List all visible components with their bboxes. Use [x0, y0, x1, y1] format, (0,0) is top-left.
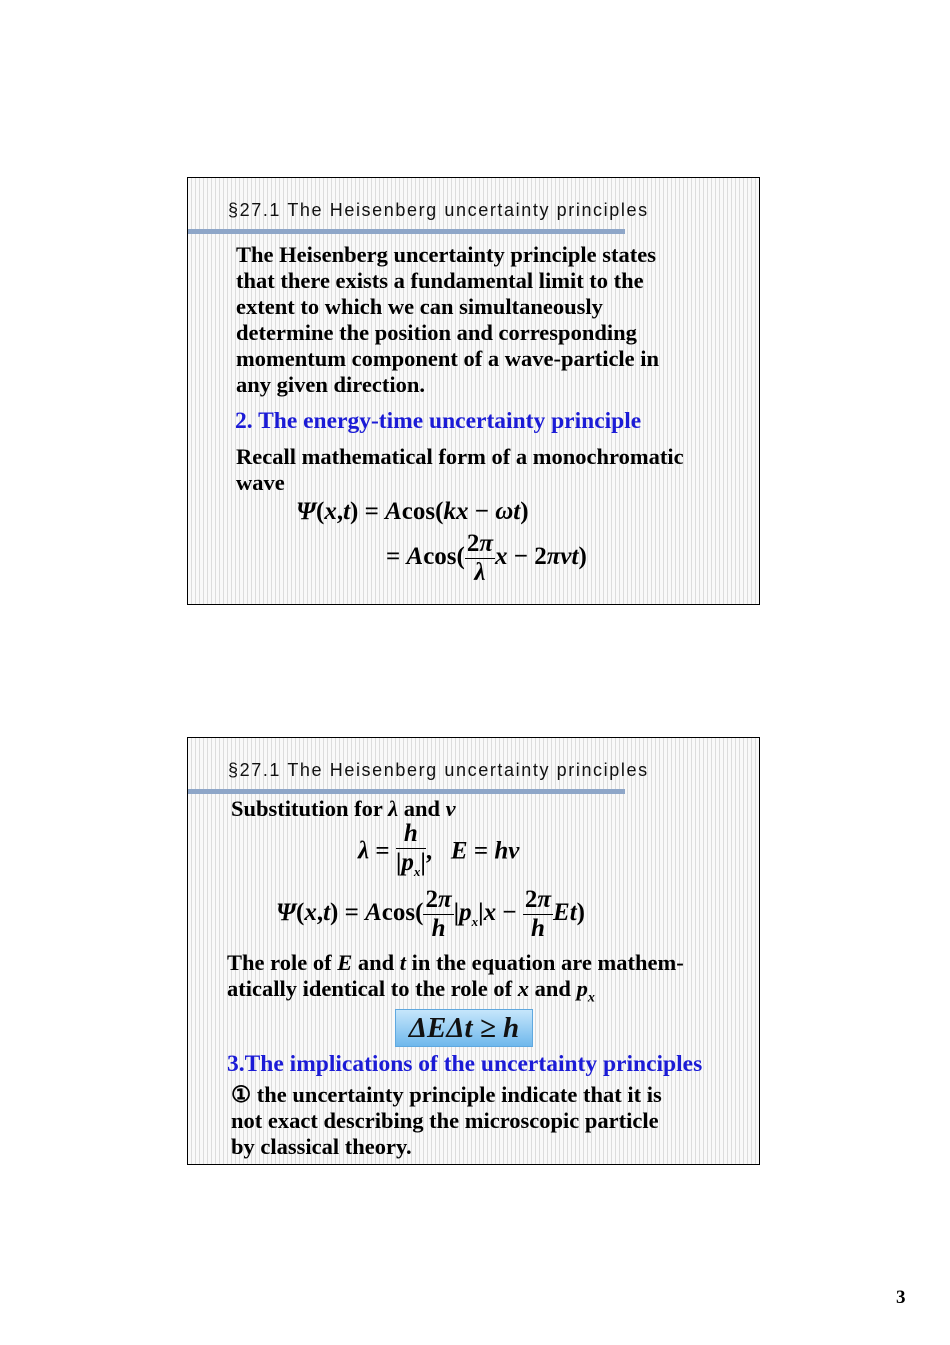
fraction: $\frac{2\pi}{\lambda}$ [466, 530, 493, 586]
fraction: $\frac{2\pi}{h}$ [425, 886, 452, 942]
statement-line: any given direction. [236, 372, 425, 397]
fraction: $\frac{2\pi}{h}$ [524, 886, 552, 942]
role-line-1: The role of E and t in the equation are mathem- [227, 950, 684, 975]
implication-line: by classical theory. [231, 1134, 412, 1159]
slide-header: §27.1 The Heisenberg uncertainty principles [228, 760, 649, 780]
statement-line: that there exists a fundamental limit to the [236, 268, 644, 293]
substitution-prefix: Substitution for [231, 796, 383, 821]
principle-statement [236, 242, 659, 398]
slide-header: §27.1 The Heisenberg uncertainty principles [228, 200, 649, 220]
implication-line: not exact describing the microscopic particle [231, 1108, 659, 1133]
role-text-c: in the equation are mathem- [411, 950, 684, 975]
slide-2 [187, 737, 760, 1165]
statement-line: extent to which we can simultaneously [236, 294, 603, 319]
statement-line: The Heisenberg uncertainty principle states [236, 242, 656, 267]
recall-text [236, 444, 684, 496]
fraction: $\frac{h}{|p_x|}$ [395, 820, 426, 879]
role-text-a: The role of [227, 950, 332, 975]
implication-line: ① the uncertainty principle indicate that it is [231, 1082, 662, 1107]
slide-1 [187, 177, 760, 605]
wave-equation-line-1: Ψ(x,t) = Acos(kx − ωt) [296, 498, 529, 525]
recall-line: wave [236, 470, 285, 495]
wave-equation-substituted: Ψ(x,t) = Acos( $\frac{2\pi}{h}$ $|p_x|x$ − $\frac{2\pi}{h}$ Et) [276, 886, 585, 942]
role-statement [227, 950, 684, 1012]
role-text-e: and [534, 976, 571, 1001]
section-subheading: 3.The implications of the uncertainty principles [227, 1051, 703, 1077]
statement-line: momentum component of a wave-particle in [236, 346, 660, 371]
header-divider [188, 229, 625, 234]
recall-line: Recall mathematical form of a monochromatic [236, 444, 684, 469]
role-text-b: and [357, 950, 395, 975]
statement-line: determine the position and corresponding [236, 320, 637, 345]
page-number: 3 [896, 1287, 906, 1308]
role-text-d: atically identical to the role of [227, 976, 513, 1001]
uncertainty-relation-box: ΔEΔt ≥ h [395, 1009, 533, 1047]
role-line-2: atically identical to the role of x and $p_x$ [227, 976, 595, 1006]
substitution-line: Substitution for λ and ν [231, 796, 456, 821]
substitution-and: and [403, 796, 441, 821]
section-subheading: 2. The energy-time uncertainty principle [235, 408, 642, 434]
wave-equation-line-2: = Acos( $\frac{2\pi}{\lambda}$ x − 2πνt) [386, 530, 587, 586]
header-divider [188, 789, 625, 794]
implication-text [231, 1082, 662, 1160]
lambda-energy-relations: λ = $\frac{h}{|p_x|}$ , E = hν [358, 820, 519, 886]
